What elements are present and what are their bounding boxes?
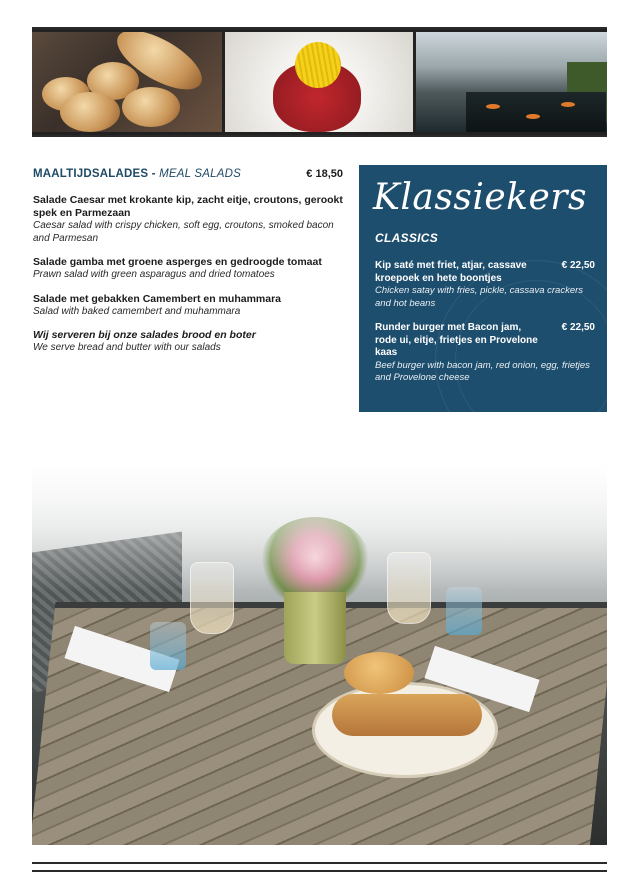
menu-item: [375, 260, 595, 310]
item-name-nl: Salade met gebakken Camembert en muhammara: [33, 292, 282, 305]
item-name-nl: Kip saté met friet, atjar, cassave kroepoek en hete boontjes: [375, 260, 527, 284]
item-name-en: Prawn salad with green asparagus and dried tomatoes: [33, 269, 275, 280]
classics-subtitle: CLASSICS: [375, 231, 439, 245]
item-name-nl: Salade gamba met groene asperges en gedroogde tomaat: [33, 256, 322, 268]
terrace-table-photo: [32, 462, 607, 845]
roll-shape: [344, 652, 414, 694]
item-name-en: Beef burger with bacon jam, red onion, egg, frietjes and Provelone cheese: [375, 359, 590, 383]
menu-item: [33, 256, 343, 282]
bottom-rule: [32, 862, 607, 872]
classics-panel: [359, 165, 607, 412]
bread-basket-photo: [32, 32, 222, 132]
item-name-nl: Runder burger met Bacon jam, rode ui, eitje, frietjes en Provelone kaas: [375, 322, 538, 358]
water-glass-shape: [446, 587, 482, 635]
tartare-dish-photo: [225, 32, 413, 132]
item-name-en: Chicken satay with fries, pickle, cassava crackers and hot beans: [375, 285, 584, 309]
photo-banner: [32, 27, 607, 137]
terrace-pond-photo: [416, 32, 607, 132]
note-en: We serve bread and butter with our salads: [33, 342, 221, 353]
photo-fade: [32, 462, 607, 592]
item-price: € 22,50: [561, 260, 595, 271]
menu-item: [375, 322, 595, 385]
item-name-nl: Salade Caesar met krokante kip, zacht eitje, croutons, gerookt spek en Parmezaan: [33, 194, 343, 219]
meal-salads-section: [33, 168, 343, 366]
bread-note: [33, 329, 343, 355]
sandwich-shape: [332, 694, 482, 736]
menu-item: [33, 194, 343, 245]
item-name-en: Salad with baked camembert and muhammara: [33, 305, 241, 317]
item-name-en: Caesar salad with crispy chicken, soft egg, croutons, smoked bacon and Parmesan: [33, 220, 334, 244]
item-price: € 22,50: [561, 322, 595, 333]
section-price: € 18,50: [306, 168, 343, 180]
pot-shape: [284, 592, 346, 664]
section-title-en: MEAL SALADS: [159, 168, 241, 180]
section-title-nl: MAALTIJDSALADES -: [33, 168, 160, 180]
classics-script-title: Klassiekers: [373, 177, 587, 218]
water-glass-shape: [150, 622, 186, 670]
note-nl: Wij serveren bij onze salades brood en boter: [33, 329, 256, 341]
menu-item: [33, 293, 343, 319]
section-title: [33, 168, 241, 180]
